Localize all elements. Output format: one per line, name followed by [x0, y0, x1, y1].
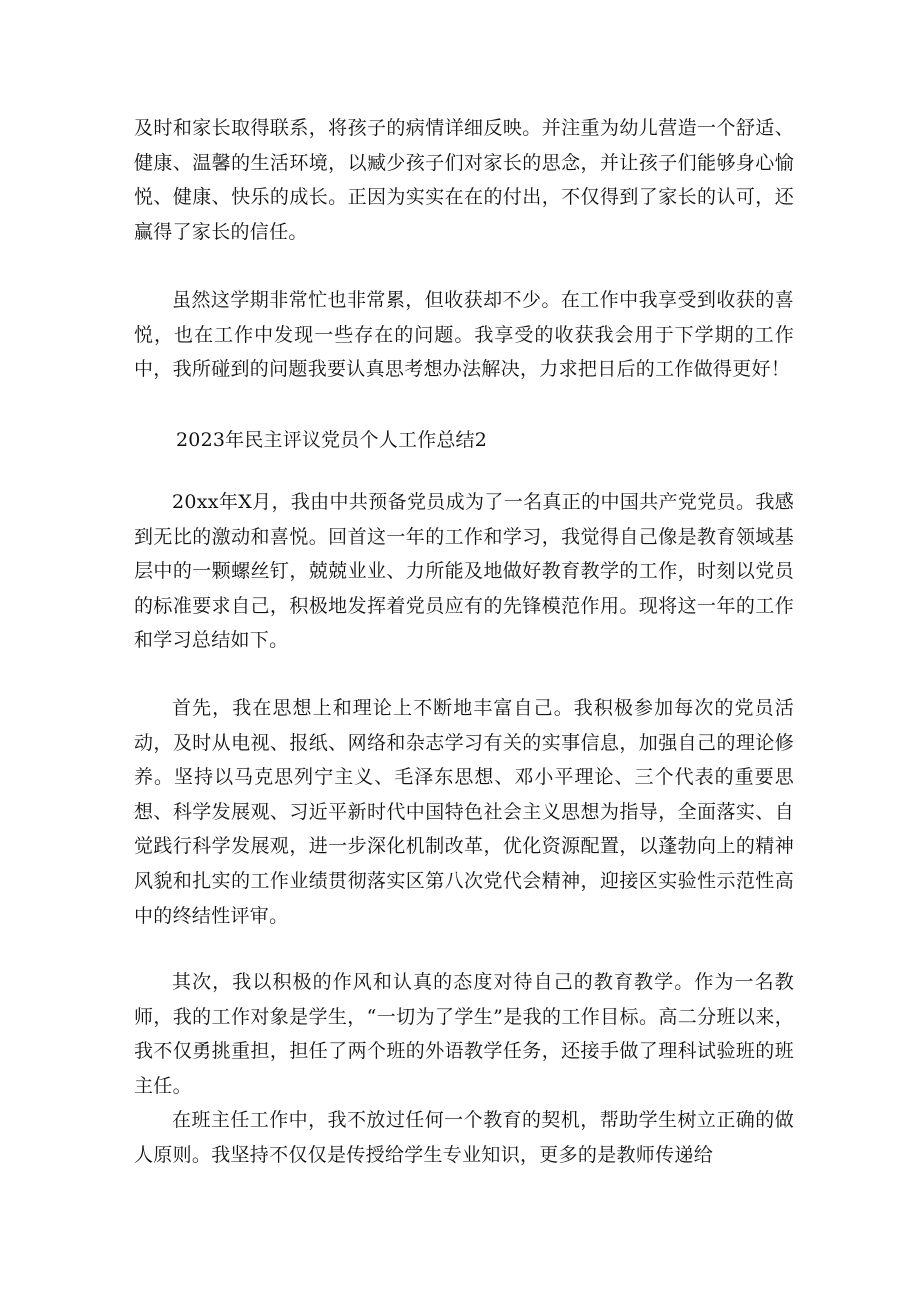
paragraph-semester-summary: 虽然这学期非常忙也非常累，但收获却不少。在工作中我享受到收获的喜悦，也在工作中发现一些存在的问题。我享受的收获我会用于下学期的工作中，我所碰到的问题我要认真思考想办法解决，力求把日后的工作做得更好！ [134, 289, 794, 381]
paragraph-class-teacher-work: 在班主任工作中，我不放过任何一个教育的契机，帮助学生树立正确的做人原则。我坚持不仅仅是传授给学生专业知识，更多的是教师传递给 [134, 1109, 794, 1166]
paragraph-party-membership: 20xx年X月，我由中共预备党员成为了一名真正的中国共产党党员。我感到无比的激动和喜悦。回首这一年的工作和学习，我觉得自己像是教育领域基层中的一颗螺丝钉，兢兢业业、力所能及地做好教育教学的工作，时刻以党员的标准要求自己，积极地发挥着党员应有的先锋模范作用。现将这一年的工作和学习总结如下。 [134, 491, 794, 652]
paragraph-theory-study: 首先，我在思想上和理论上不断地丰富自己。我积极参加每次的党员活动，及时从电视、报纸、网络和杂志学习有关的实事信息，加强自己的理论修养。坚持以马克思列宁主义、毛泽东思想、邓小平理论、三个代表的重要思想、科学发展观、习近平新时代中国特色社会主义思想为指导，全面落实、自觉践行科学发展观，进一步深化机制改革，优化资源配置，以蓬勃向上的精神风貌和扎实的工作业绩贯彻落实区第八次党代会精神，迎接区实验性示范性高中的终结性评审。 [134, 697, 794, 927]
paragraph-parent-contact: 及时和家长取得联系，将孩子的病情详细反映。并注重为幼儿营造一个舒适、健康、温馨的生活环境，以臧少孩子们对家长的思念，并让孩子们能够身心愉悦、健康、快乐的成长。正因为实实在在的付出，不仅得到了家长的认可，还赢得了家长的信任。 [134, 117, 794, 243]
paragraph-teaching-attitude: 其次，我以积极的作风和认真的态度对待自己的教育教学。作为一名教师，我的工作对象是学生，“一切为了学生”是我的工作目标。高二分班以来，我不仅勇挑重担，担任了两个班的外语教学任务，还接手做了理科试验班的班主任。 [134, 971, 794, 1097]
section-heading: 2023年民主评议党员个人工作总结2 [176, 429, 488, 451]
